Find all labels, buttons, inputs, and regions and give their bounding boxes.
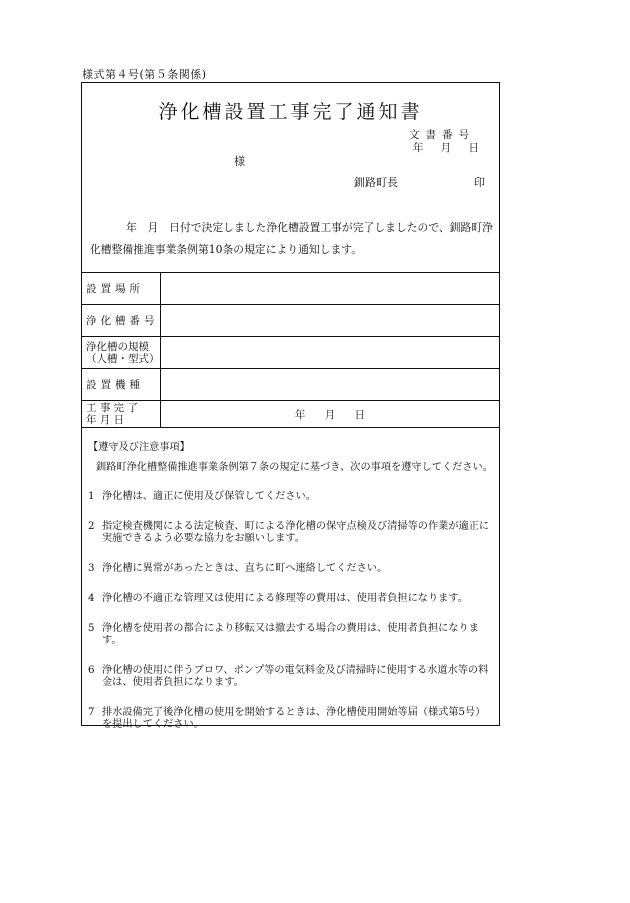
seal-mark: 印 <box>474 176 485 189</box>
label-completion-line2: 年 月 日 <box>86 414 125 426</box>
notes-section <box>88 438 495 731</box>
item-number: 5 <box>88 623 95 634</box>
notice-body: 年 月 日付で決定しました浄化槽設置工事が完了しましたので、釧路町浄化槽整備推進事業条例第10条の規定により通知します。 <box>90 221 493 256</box>
label-completion-date <box>82 401 161 428</box>
label-model: 設置機種 <box>82 369 161 401</box>
item-number: 3 <box>88 563 95 574</box>
list-item <box>88 521 495 545</box>
item-text: 浄化槽の不適正な管理又は使用による修理等の費用は、使用者負担になります。 <box>102 593 468 604</box>
notes-intro: 釧路町浄化槽整備推進事業条例第７条の規定に基づき、次の事項を遵守してください。 <box>96 462 493 473</box>
list-item <box>88 623 495 647</box>
value-completion-date[interactable]: 年 月 日 <box>161 401 500 428</box>
table-row <box>82 337 499 369</box>
notes-heading: 【遵守及び注意事項】 <box>88 442 190 453</box>
item-text: 排水設備完了後浄化槽の使用を開始するときは、浄化槽使用開始等届（様式第5号）を提出してください。 <box>102 707 486 730</box>
table-row <box>82 305 499 337</box>
item-number: 7 <box>88 707 95 718</box>
label-tank-scale <box>82 337 161 369</box>
label-tank-scale-line2: （人槽・型式） <box>86 352 160 365</box>
addressee: 様 <box>234 155 245 168</box>
item-number: 4 <box>88 593 95 604</box>
label-completion-line1: 工 事 完 了 <box>86 402 139 414</box>
value-install-location[interactable] <box>161 273 500 305</box>
notice-frame <box>81 82 500 730</box>
value-tank-number[interactable] <box>161 305 500 337</box>
form-number: 様式第４号(第５条関係) <box>82 68 207 81</box>
table-row <box>82 401 499 428</box>
item-number: 2 <box>88 521 95 532</box>
list-item <box>88 491 495 503</box>
item-text: 浄化槽は、適正に使用及び保管してください。 <box>102 491 316 502</box>
value-tank-scale[interactable] <box>161 337 500 369</box>
item-text: 浄化槽の使用に伴うブロワ、ポンプ等の電気料金及び清掃時に使用する水道水等の料金は、使用者負担になります。 <box>102 665 489 688</box>
item-text: 浄化槽を使用者の都合により移転又は撤去する場合の費用は、使用者負担になります。 <box>102 623 479 646</box>
label-install-location: 設置場所 <box>82 273 161 305</box>
list-item <box>88 563 495 575</box>
details-table <box>82 272 499 428</box>
label-tank-scale-line1: 浄化槽の規模 <box>86 340 149 353</box>
label-tank-number: 浄化槽番号 <box>82 305 161 337</box>
item-number: 1 <box>88 491 95 502</box>
item-text: 浄化槽に異常があったときは、直ちに町へ連絡してください。 <box>102 563 388 574</box>
issuer-mayor: 釧路町長 <box>354 176 398 189</box>
value-model[interactable] <box>161 369 500 401</box>
item-number: 6 <box>88 665 95 676</box>
list-item <box>88 665 495 689</box>
table-row <box>82 273 499 305</box>
list-item <box>88 593 495 605</box>
item-text: 指定検査機関による法定検査、町による浄化槽の保守点検及び清掃等の作業が適正に実施できるよう必要な協力をお願いします。 <box>102 521 490 544</box>
table-row <box>82 369 499 401</box>
document-title: 浄化槽設置工事完了通知書 <box>158 101 423 123</box>
document-number-label: 文書番号 <box>409 129 475 141</box>
list-item <box>88 707 495 731</box>
issue-date: 年 月 日 <box>412 142 479 154</box>
